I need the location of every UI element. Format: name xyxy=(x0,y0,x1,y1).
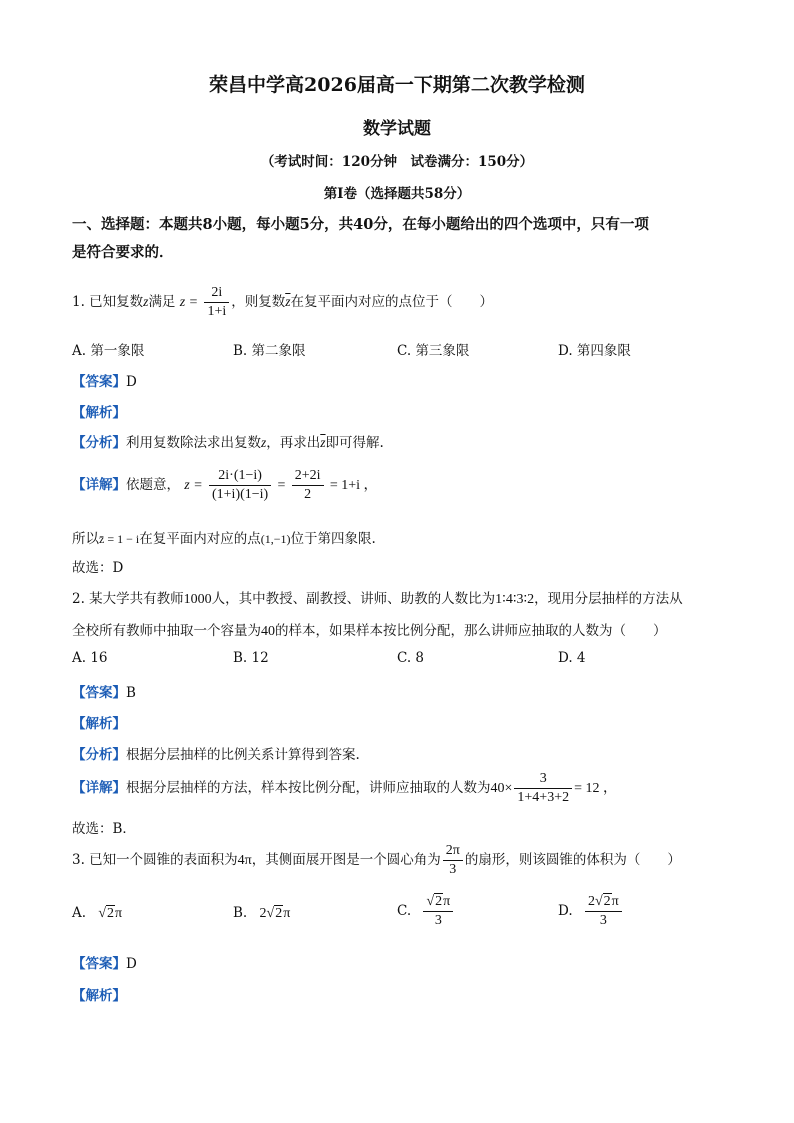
q3-option-d-label: D. xyxy=(558,903,573,919)
section-heading-line1: 一、选择题：本题共8小题，每小题5分，共40分，在每小题给出的四个选项中，只有一项 xyxy=(72,216,649,233)
q1-option-b: B. 第二象限 xyxy=(233,343,306,359)
q2-analysis-label xyxy=(72,712,126,732)
q1-concl-mid: 在复平面内对应的点 xyxy=(139,531,261,547)
q1-frac2-num: 2+2i xyxy=(292,467,324,486)
analysis-label: 【解析】 xyxy=(72,716,126,732)
q3-option-a-tail: π xyxy=(115,906,123,921)
q1-fenxi-text2: ，再求出 xyxy=(266,435,321,451)
q1-text-post: ，则复数 xyxy=(231,294,286,310)
q1-choose: 故选：D xyxy=(72,560,124,576)
q3-option-c-tail: π xyxy=(443,894,451,909)
q1-fraction xyxy=(204,284,229,321)
q1-concl-post: 位于第四象限. xyxy=(290,531,376,547)
q3-option-b-expr: 2√2π xyxy=(259,906,291,921)
analysis-label: 【解析】 xyxy=(72,988,126,1004)
page-title: 荣昌中学高2026届高一下期第二次教学检测 xyxy=(209,74,585,96)
q1-concl-pre: 所以 xyxy=(72,531,99,547)
q3-option-a-expr: √2π xyxy=(98,906,123,921)
q1-text-post2: 在复平面内对应的点位于（ ） xyxy=(290,294,493,310)
q3-option-d xyxy=(558,893,624,930)
q2-calc-pre: 40× xyxy=(490,781,513,796)
q2-option-d: D. 4 xyxy=(558,650,586,666)
q2-option-a: A. 16 xyxy=(72,650,108,666)
var-z: z xyxy=(143,294,149,309)
q3-answer-value: D xyxy=(126,956,137,972)
q2-option-b: B. 12 xyxy=(233,650,269,666)
q3-option-a xyxy=(72,905,122,922)
q3-option-b-coef: 2 xyxy=(259,906,267,921)
q2-line2-pre: 全校所有教师中抽取一个容量为 xyxy=(72,623,261,639)
q1-detail-end: = 1+i ， xyxy=(329,478,378,493)
q1-frac1-den: (1+i)(1−i) xyxy=(212,487,269,502)
q2-calc-post: = 12 ， xyxy=(574,781,617,796)
q2-calc-fraction xyxy=(514,770,572,807)
section-heading-line2: 是符合要求的． xyxy=(72,244,174,261)
q2-choose: 故选：B． xyxy=(72,821,136,837)
q1-detail-z: z = xyxy=(184,478,203,493)
q1-frac-den: 1+i xyxy=(207,304,227,319)
question-3 xyxy=(72,842,681,879)
q3-option-d-coef: 2 xyxy=(587,894,595,909)
answer-label: 【答案】 xyxy=(72,374,126,390)
q2-calc-den: 1+4+3+2 xyxy=(517,790,570,805)
q1-frac-num: 2i xyxy=(204,284,229,303)
analysis-label: 【解析】 xyxy=(72,405,126,421)
q3-pre: 3. 已知一个圆锥的表面积为 xyxy=(72,852,238,868)
q3-analysis-label xyxy=(72,984,126,1004)
q3-option-c-den: 3 xyxy=(434,913,442,928)
q1-conclusion xyxy=(72,527,376,547)
q1-analysis-label xyxy=(72,401,126,421)
q1-concl-pt: (1,−1) xyxy=(260,532,291,546)
q1-eq-lhs: z = xyxy=(179,295,199,310)
detail-label: 【详解】 xyxy=(72,477,126,493)
q1-detail-frac1 xyxy=(209,467,271,504)
q2-detail-text: 根据分层抽样的方法，样本按比例分配，讲师应抽取的人数为 xyxy=(126,780,491,796)
q1-concl-val: z̄ = 1 − i xyxy=(99,532,140,546)
q3-option-b-radicand: 2 xyxy=(275,906,283,921)
detail-label: 【详解】 xyxy=(72,780,126,796)
q1-answer xyxy=(72,370,137,390)
q3-option-b xyxy=(233,905,290,922)
q1-answer-value: D xyxy=(126,374,137,390)
q3-option-c xyxy=(397,893,455,930)
q3-option-a-radicand: 2 xyxy=(107,906,115,921)
q3-option-c-label: C. xyxy=(397,903,412,919)
q2-answer xyxy=(72,681,136,701)
q2-line2-post: 的样本，如果样本按比例分配，那么讲师应抽取的人数为（ ） xyxy=(275,623,667,639)
answer-label: 【答案】 xyxy=(72,685,126,701)
q2-total: 1000 xyxy=(183,592,212,607)
q3-option-c-fraction xyxy=(423,893,453,930)
q3-option-d-den: 3 xyxy=(599,913,607,928)
q2-answer-value: B xyxy=(126,685,136,701)
answer-label: 【答案】 xyxy=(72,956,126,972)
equals: = xyxy=(277,478,286,493)
question-2-line1 xyxy=(72,587,683,608)
question-1 xyxy=(72,284,493,321)
q3-post: 的扇形，则该圆锥的体积为（ ） xyxy=(464,852,681,868)
q3-angle-num: 2π xyxy=(443,842,463,861)
question-2-line2 xyxy=(72,619,667,640)
q3-option-d-radicand: 2 xyxy=(603,894,611,909)
q3-option-d-fraction xyxy=(585,893,622,930)
q1-frac2-den: 2 xyxy=(304,487,312,502)
q2-sample: 40 xyxy=(261,624,275,639)
q1-option-a: A. 第一象限 xyxy=(72,343,145,359)
q3-answer xyxy=(72,952,137,972)
q3-option-a-label: A. xyxy=(72,905,87,921)
volume-heading: 第Ⅰ卷（选择题共58分） xyxy=(323,186,471,202)
q3-option-d-tail: π xyxy=(611,894,619,909)
q1-frac1-num: 2i·(1−i) xyxy=(209,467,271,486)
q1-detail-pre: 依题意， xyxy=(126,477,180,493)
q1-text-mid: 满足 xyxy=(148,294,176,310)
q3-option-c-num: √2π xyxy=(423,893,453,912)
var-z-conj: $\overline{z}$ xyxy=(320,435,326,450)
q1-option-d: D. 第四象限 xyxy=(558,343,631,359)
q3-option-b-label: B. xyxy=(233,905,248,921)
q2-detail xyxy=(72,770,617,807)
q3-angle-fraction xyxy=(443,842,463,879)
q2-line1-post: ，现用分层抽样的方法从 xyxy=(534,591,683,607)
q3-option-d-num: 2√2π xyxy=(585,893,622,912)
q3-option-b-tail: π xyxy=(283,906,291,921)
exam-info: （考试时间：120分钟 试卷满分：150分） xyxy=(260,154,534,170)
subject-title: 数学试题 xyxy=(363,119,431,139)
q1-option-c: C. 第三象限 xyxy=(397,343,470,359)
var-z: z xyxy=(261,435,267,450)
q2-fenxi-text: 根据分层抽样的比例关系计算得到答案. xyxy=(126,747,360,763)
q3-angle-den: 3 xyxy=(449,862,457,877)
q3-option-c-radicand: 2 xyxy=(435,894,443,909)
q3-mid: ，其侧面展开图是一个圆心角为 xyxy=(251,852,441,868)
q2-calc-num: 3 xyxy=(514,770,572,789)
q3-area: 4π xyxy=(237,853,252,868)
q1-fenxi xyxy=(72,431,384,451)
q2-line1-pre: 2. 某大学共有教师 xyxy=(72,591,184,607)
q2-option-c: C. 8 xyxy=(397,650,425,666)
fenxi-label: 【分析】 xyxy=(72,435,126,451)
q1-detail xyxy=(72,467,378,504)
q1-detail-frac2 xyxy=(292,467,324,504)
q2-fenxi xyxy=(72,743,360,763)
q1-fenxi-text3: 即可得解. xyxy=(325,435,384,451)
q1-text-pre: 1. 已知复数 xyxy=(72,294,144,310)
var-z-conj: $\overline{z}$ xyxy=(285,294,291,309)
q2-line1-mid: 人，其中教授、副教授、讲师、助教的人数比为 xyxy=(211,591,496,607)
fenxi-label: 【分析】 xyxy=(72,747,126,763)
q2-ratio: 1∶4∶3∶2 xyxy=(495,592,535,607)
q1-fenxi-text: 利用复数除法求出复数 xyxy=(126,435,261,451)
